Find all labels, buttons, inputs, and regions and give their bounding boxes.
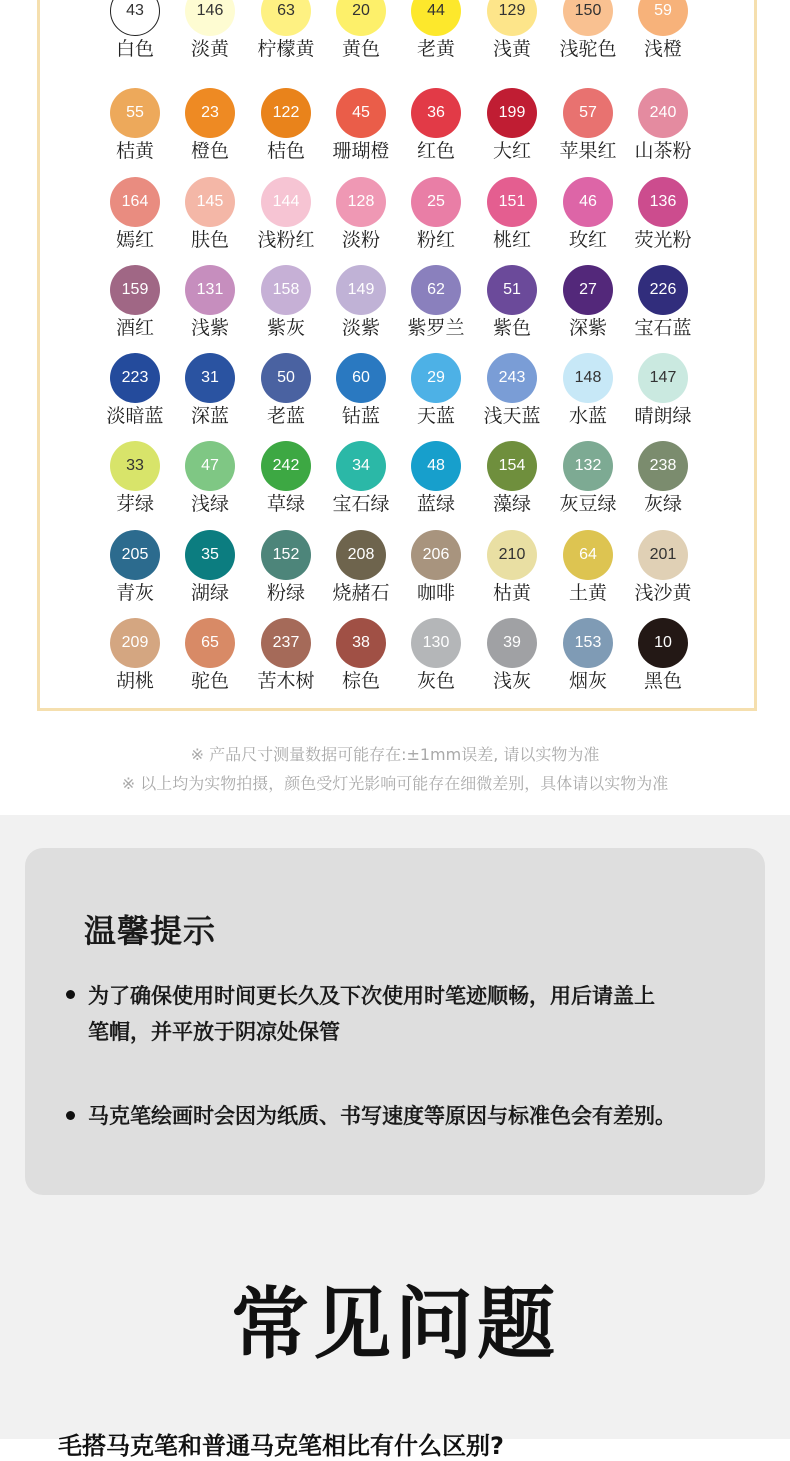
swatch-color-name: 枯黄 bbox=[492, 582, 531, 604]
swatch-color-dot: 23 bbox=[185, 88, 235, 138]
swatch-color-name: 桔黄 bbox=[115, 140, 154, 162]
swatch-color-name: 湖绿 bbox=[190, 582, 229, 604]
swatch-color-name: 肤色 bbox=[190, 229, 229, 251]
swatch-color-name: 浅灰 bbox=[492, 670, 531, 692]
swatch-color-name: 淡黄 bbox=[190, 38, 229, 60]
swatch-color-dot: 199 bbox=[487, 88, 537, 138]
swatch-color-name: 桃红 bbox=[492, 229, 531, 251]
swatch-color-name: 粉红 bbox=[416, 229, 455, 251]
swatch-color-name: 宝石绿 bbox=[332, 493, 390, 515]
swatch-color-dot: 206 bbox=[411, 530, 461, 580]
tip-item-color-difference: 马克笔绘画时会因为纸质、书写速度等原因与标准色会有差别。 bbox=[88, 1104, 676, 1128]
swatch-color-name: 浅沙黄 bbox=[634, 582, 692, 604]
swatch-color-name: 藻绿 bbox=[492, 493, 531, 515]
tip-item-storage bbox=[88, 978, 738, 1050]
swatch-color-dot: 46 bbox=[563, 177, 613, 227]
swatch-color-name: 白色 bbox=[115, 38, 154, 60]
tip-storage-line1: 为了确保使用时间更长久及下次使用时笔迹顺畅，用后请盖上 bbox=[88, 984, 655, 1008]
swatch-color-name: 浅紫 bbox=[190, 317, 229, 339]
swatch-color-name: 柠檬黄 bbox=[257, 38, 315, 60]
swatch-color-dot: 47 bbox=[185, 441, 235, 491]
swatch-color-dot: 154 bbox=[487, 441, 537, 491]
swatch-color-dot: 148 bbox=[563, 353, 613, 403]
swatch-color-name: 老蓝 bbox=[266, 405, 305, 427]
color-swatch bbox=[623, 353, 703, 441]
swatch-color-name: 灰豆绿 bbox=[559, 493, 617, 515]
swatch-color-name: 咖啡 bbox=[416, 582, 455, 604]
swatch-color-dot: 57 bbox=[563, 88, 613, 138]
swatch-color-name: 浅天蓝 bbox=[483, 405, 541, 427]
swatch-color-name: 灰色 bbox=[416, 670, 455, 692]
disclaimer-notes bbox=[0, 740, 790, 798]
swatch-color-dot: 44 bbox=[411, 0, 461, 36]
swatch-color-dot: 39 bbox=[487, 618, 537, 668]
swatch-color-name: 浅黄 bbox=[492, 38, 531, 60]
swatch-color-name: 苹果红 bbox=[559, 140, 617, 162]
swatch-color-name: 桔色 bbox=[266, 140, 305, 162]
swatch-color-dot: 201 bbox=[638, 530, 688, 580]
color-swatch bbox=[623, 0, 703, 74]
swatch-color-name: 深紫 bbox=[568, 317, 607, 339]
swatch-color-name: 黄色 bbox=[341, 38, 380, 60]
swatch-color-name: 天蓝 bbox=[416, 405, 455, 427]
swatch-color-name: 大红 bbox=[492, 140, 531, 162]
swatch-color-name: 淡粉 bbox=[341, 229, 380, 251]
swatch-color-name: 淡暗蓝 bbox=[106, 405, 164, 427]
swatch-color-dot: 63 bbox=[261, 0, 311, 36]
swatch-color-dot: 131 bbox=[185, 265, 235, 315]
swatch-color-dot: 145 bbox=[185, 177, 235, 227]
swatch-color-name: 紫色 bbox=[492, 317, 531, 339]
swatch-color-name: 酒红 bbox=[115, 317, 154, 339]
swatch-color-name: 紫罗兰 bbox=[407, 317, 465, 339]
swatch-color-dot: 149 bbox=[336, 265, 386, 315]
swatch-color-dot: 25 bbox=[411, 177, 461, 227]
bullet-dot-icon bbox=[66, 1111, 75, 1120]
swatch-color-name: 灰绿 bbox=[643, 493, 682, 515]
swatch-color-dot: 150 bbox=[563, 0, 613, 36]
swatch-color-dot: 243 bbox=[487, 353, 537, 403]
swatch-color-name: 紫灰 bbox=[266, 317, 305, 339]
swatch-color-dot: 60 bbox=[336, 353, 386, 403]
swatch-color-dot: 33 bbox=[110, 441, 160, 491]
swatch-color-dot: 210 bbox=[487, 530, 537, 580]
swatch-color-dot: 59 bbox=[638, 0, 688, 36]
color-swatch bbox=[623, 88, 703, 176]
swatch-color-dot: 51 bbox=[487, 265, 537, 315]
swatch-color-name: 山茶粉 bbox=[634, 140, 692, 162]
swatch-color-name: 浅橙 bbox=[643, 38, 682, 60]
swatch-color-dot: 208 bbox=[336, 530, 386, 580]
disclaimer-color: ※ 以上均为实物拍摄，颜色受灯光影响可能存在细微差别，具体请以实物为准 bbox=[121, 774, 669, 793]
swatch-color-name: 晴朗绿 bbox=[634, 405, 692, 427]
swatch-color-dot: 146 bbox=[185, 0, 235, 36]
swatch-color-dot: 65 bbox=[185, 618, 235, 668]
swatch-color-dot: 129 bbox=[487, 0, 537, 36]
swatch-color-dot: 27 bbox=[563, 265, 613, 315]
color-swatch bbox=[623, 441, 703, 529]
color-swatch bbox=[623, 265, 703, 353]
swatch-color-dot: 136 bbox=[638, 177, 688, 227]
swatch-color-dot: 55 bbox=[110, 88, 160, 138]
faq-question[interactable]: 毛搭马克笔和普通马克笔相比有什么区别? bbox=[58, 1432, 504, 1460]
swatch-color-name: 珊瑚橙 bbox=[332, 140, 390, 162]
swatch-color-dot: 31 bbox=[185, 353, 235, 403]
swatch-color-name: 苦木树 bbox=[257, 670, 315, 692]
swatch-color-dot: 29 bbox=[411, 353, 461, 403]
swatch-color-name: 深蓝 bbox=[190, 405, 229, 427]
swatch-color-dot: 64 bbox=[563, 530, 613, 580]
swatch-color-name: 老黄 bbox=[416, 38, 455, 60]
swatch-color-dot: 20 bbox=[336, 0, 386, 36]
swatch-color-name: 蓝绿 bbox=[416, 493, 455, 515]
swatch-color-dot: 209 bbox=[110, 618, 160, 668]
swatch-color-dot: 38 bbox=[336, 618, 386, 668]
swatch-color-name: 宝石蓝 bbox=[634, 317, 692, 339]
swatch-color-dot: 50 bbox=[261, 353, 311, 403]
swatch-color-dot: 159 bbox=[110, 265, 160, 315]
swatch-color-name: 荧光粉 bbox=[634, 229, 692, 251]
tips-title: 温馨提示 bbox=[84, 912, 217, 950]
swatch-color-dot: 130 bbox=[411, 618, 461, 668]
swatch-color-dot: 48 bbox=[411, 441, 461, 491]
swatch-color-dot: 158 bbox=[261, 265, 311, 315]
swatch-color-dot: 152 bbox=[261, 530, 311, 580]
color-swatch bbox=[623, 530, 703, 618]
swatch-color-dot: 153 bbox=[563, 618, 613, 668]
swatch-color-dot: 164 bbox=[110, 177, 160, 227]
swatch-color-dot: 223 bbox=[110, 353, 160, 403]
swatch-color-name: 淡紫 bbox=[341, 317, 380, 339]
swatch-color-dot: 132 bbox=[563, 441, 613, 491]
swatch-color-dot: 205 bbox=[110, 530, 160, 580]
swatch-color-dot: 144 bbox=[261, 177, 311, 227]
swatch-color-name: 浅驼色 bbox=[559, 38, 617, 60]
swatch-color-dot: 45 bbox=[336, 88, 386, 138]
swatch-color-name: 浅绿 bbox=[190, 493, 229, 515]
bullet-dot-icon bbox=[66, 990, 75, 999]
swatch-color-dot: 240 bbox=[638, 88, 688, 138]
disclaimer-size: ※ 产品尺寸测量数据可能存在:±1mm误差, 请以实物为准 bbox=[190, 745, 600, 764]
color-swatch bbox=[623, 618, 703, 706]
swatch-color-name: 嫣红 bbox=[115, 229, 154, 251]
swatch-color-name: 烟灰 bbox=[568, 670, 607, 692]
swatch-color-name: 黑色 bbox=[643, 670, 682, 692]
swatch-color-dot: 34 bbox=[336, 441, 386, 491]
faq-heading: 常见问题 bbox=[230, 1280, 559, 1370]
swatch-color-name: 草绿 bbox=[266, 493, 305, 515]
swatch-color-name: 水蓝 bbox=[568, 405, 607, 427]
swatch-color-dot: 238 bbox=[638, 441, 688, 491]
color-swatch bbox=[623, 177, 703, 265]
swatch-color-name: 芽绿 bbox=[115, 493, 154, 515]
swatch-color-dot: 151 bbox=[487, 177, 537, 227]
swatch-color-dot: 36 bbox=[411, 88, 461, 138]
swatch-color-dot: 122 bbox=[261, 88, 311, 138]
swatch-color-name: 玫红 bbox=[568, 229, 607, 251]
swatch-color-dot: 147 bbox=[638, 353, 688, 403]
color-swatch-panel bbox=[37, 0, 757, 711]
swatch-color-name: 棕色 bbox=[341, 670, 380, 692]
swatch-color-dot: 62 bbox=[411, 265, 461, 315]
swatch-color-name: 胡桃 bbox=[115, 670, 154, 692]
tip-storage-line2: 笔帽，并平放于阴凉处保管 bbox=[88, 1020, 340, 1044]
swatch-color-name: 驼色 bbox=[190, 670, 229, 692]
swatch-color-name: 钴蓝 bbox=[341, 405, 380, 427]
swatch-color-name: 橙色 bbox=[190, 140, 229, 162]
swatch-color-dot: 242 bbox=[261, 441, 311, 491]
swatch-color-name: 青灰 bbox=[115, 582, 154, 604]
swatch-color-name: 浅粉红 bbox=[257, 229, 315, 251]
swatch-color-dot: 128 bbox=[336, 177, 386, 227]
swatch-color-dot: 43 bbox=[110, 0, 160, 36]
swatch-color-name: 粉绿 bbox=[266, 582, 305, 604]
swatch-color-dot: 237 bbox=[261, 618, 311, 668]
swatch-color-dot: 226 bbox=[638, 265, 688, 315]
swatch-color-name: 红色 bbox=[416, 140, 455, 162]
swatch-color-dot: 35 bbox=[185, 530, 235, 580]
swatch-color-name: 烧赭石 bbox=[332, 582, 390, 604]
swatch-color-dot: 10 bbox=[638, 618, 688, 668]
swatch-color-name: 土黄 bbox=[568, 582, 607, 604]
